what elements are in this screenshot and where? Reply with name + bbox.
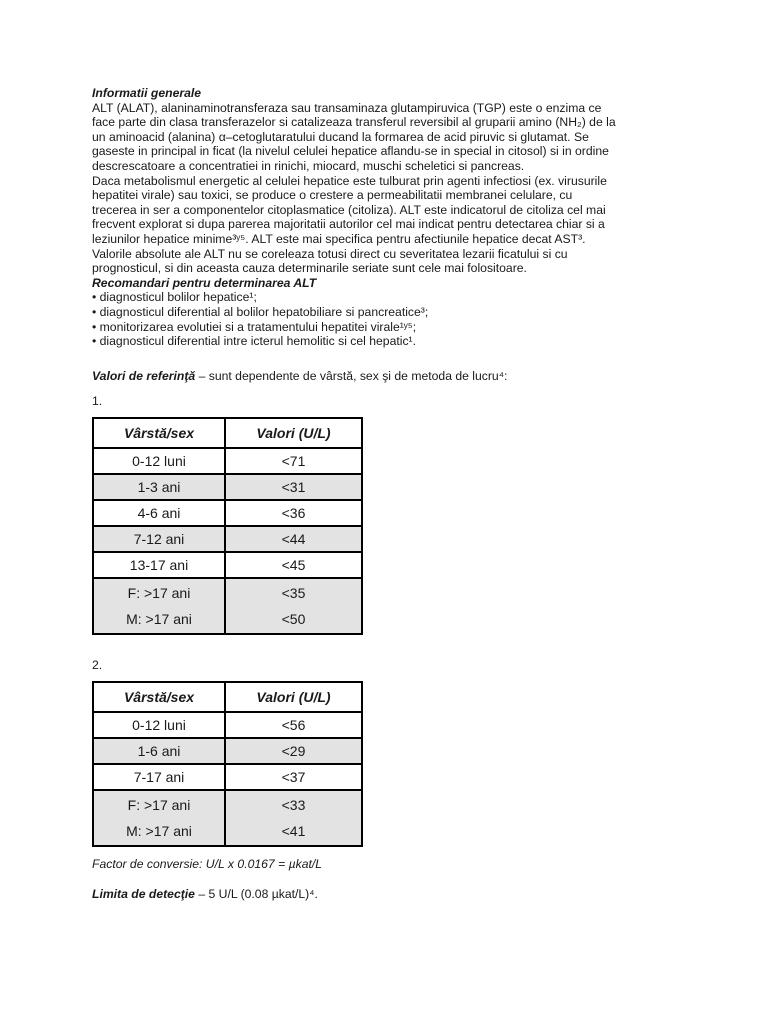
age-male: M: >17 ani bbox=[126, 823, 192, 839]
table-row bbox=[93, 552, 362, 578]
general-line: trecerea in ser a componentelor citoplasmatice (citoliza). ALT este indicatorul de citoliza cel mai bbox=[92, 202, 606, 217]
table-cell-value: <44 bbox=[225, 526, 362, 552]
general-line: ALT (ALAT), alaninaminotransferaza sau transaminaza glutampiruvica (TGP) este o enzima ce bbox=[92, 100, 602, 115]
general-line: Valorile absolute ale ALT nu se coreleaza totusi direct cu severitatea lezarii ficatului si cu bbox=[92, 246, 568, 261]
reference-title-bold: Valori de referinţă bbox=[92, 369, 196, 383]
recommendation-item: • diagnosticul bolilor hepatice¹; bbox=[92, 290, 257, 305]
general-info-heading: Informatii generale bbox=[92, 86, 202, 100]
conversion-factor-note: Factor de conversie: U/L x 0.0167 = µkat/L bbox=[92, 857, 323, 871]
reference-table-2 bbox=[92, 681, 363, 847]
recommendation-item: • monitorizarea evolutiei si a tratamentului hepatitei virale¹ʸ⁵; bbox=[92, 319, 417, 334]
table-row bbox=[93, 526, 362, 552]
detection-limit-label: Limita de detecţie bbox=[92, 887, 195, 901]
table-cell-age: 13-17 ani bbox=[93, 552, 225, 578]
age-male: M: >17 ani bbox=[126, 611, 192, 627]
table-cell-age-adults bbox=[93, 790, 225, 846]
age-female: F: >17 ani bbox=[127, 585, 191, 601]
table-header-values: Valori (U/L) bbox=[225, 682, 362, 712]
table-cell-value: <56 bbox=[225, 712, 362, 738]
table-cell-age: 7-17 ani bbox=[93, 764, 225, 790]
table-cell-age: 1-3 ani bbox=[93, 474, 225, 500]
general-line: Daca metabolismul energetic al celulei hepatice este tulburat prin agenti infectiosi (ex. virusurile bbox=[92, 173, 607, 188]
general-info-section bbox=[92, 86, 692, 349]
value-female: <35 bbox=[281, 585, 306, 601]
value-male: <50 bbox=[281, 611, 306, 627]
general-line: prognosticul, si din aceasta cauza determinarile seriate sunt cele mai folositoare. bbox=[92, 261, 527, 276]
table-header-values: Valori (U/L) bbox=[225, 418, 362, 448]
general-line: leziunilor hepatice minime³ʸ⁵. ALT este mai specifica pentru afectiunile hepatice decat AST³. bbox=[92, 231, 586, 246]
table-row bbox=[93, 738, 362, 764]
table-header-row bbox=[93, 682, 362, 712]
general-line: gaseste in principal in ficat (la nivelul celulei hepatice aflandu-se in special in citosol) si in ordine bbox=[92, 144, 609, 159]
table-cell-age: 1-6 ani bbox=[93, 738, 225, 764]
table-cell-value: <31 bbox=[225, 474, 362, 500]
table-row bbox=[93, 712, 362, 738]
table-header-age-sex: Vârstă/sex bbox=[93, 418, 225, 448]
general-line: un aminoacid (alanina) α–cetoglutaratului ducand la formarea de acid piruvic si glutamat. Se bbox=[92, 129, 589, 144]
reference-title-rest: – sunt dependente de vârstă, sex şi de metoda de lucru⁴: bbox=[195, 369, 508, 383]
age-female: F: >17 ani bbox=[127, 797, 191, 813]
recommendation-item: • diagnosticul diferential al bolilor hepatobiliare si pancreatice³; bbox=[92, 304, 429, 319]
table-cell-age: 0-12 luni bbox=[93, 712, 225, 738]
table-cell-age: 7-12 ani bbox=[93, 526, 225, 552]
table-cell-age: 0-12 luni bbox=[93, 448, 225, 474]
table-row bbox=[93, 500, 362, 526]
table-cell-value-adults bbox=[225, 790, 362, 846]
table-row bbox=[93, 474, 362, 500]
table-row-adults bbox=[93, 790, 362, 846]
value-female: <33 bbox=[281, 797, 306, 813]
reference-values-title bbox=[92, 369, 507, 383]
table-cell-value: <45 bbox=[225, 552, 362, 578]
table-row bbox=[93, 448, 362, 474]
table-cell-age-adults bbox=[93, 578, 225, 634]
general-line: face parte din clasa transferazelor si catalizeaza transferul reversibil al gruparii amino (NH₂) de la bbox=[92, 115, 616, 130]
detection-limit-value: – 5 U/L (0.08 µkat/L)⁴. bbox=[194, 887, 318, 901]
table-cell-value-adults bbox=[225, 578, 362, 634]
detection-limit bbox=[92, 887, 318, 901]
table1-number: 1. bbox=[92, 394, 103, 408]
table-cell-value: <37 bbox=[225, 764, 362, 790]
general-line: descrescatoare a concentratiei in rinichi, miocard, muschi scheletici si pancreas. bbox=[92, 158, 525, 173]
table-cell-age: 4-6 ani bbox=[93, 500, 225, 526]
value-male: <41 bbox=[281, 823, 306, 839]
table-header-row bbox=[93, 418, 362, 448]
table2-number: 2. bbox=[92, 658, 103, 672]
table-row-adults bbox=[93, 578, 362, 634]
table-row bbox=[93, 764, 362, 790]
general-line: hepatitei virale) sau toxici, se produce o crestere a permeabilitatii membranei celulare, cu bbox=[92, 188, 573, 203]
table-cell-value: <29 bbox=[225, 738, 362, 764]
recommendation-item: • diagnosticul diferential intre icterul hemolitic si cel hepatic¹. bbox=[92, 334, 416, 349]
reference-table-1 bbox=[92, 417, 363, 635]
recommendations-heading: Recomandari pentru determinarea ALT bbox=[92, 275, 317, 290]
table-cell-value: <71 bbox=[225, 448, 362, 474]
table-cell-value: <36 bbox=[225, 500, 362, 526]
table-header-age-sex: Vârstă/sex bbox=[93, 682, 225, 712]
general-line: frecvent explorat si dupa parerea majoritatii autorilor cel mai indicat pentru detectarea chiar si a bbox=[92, 217, 605, 232]
